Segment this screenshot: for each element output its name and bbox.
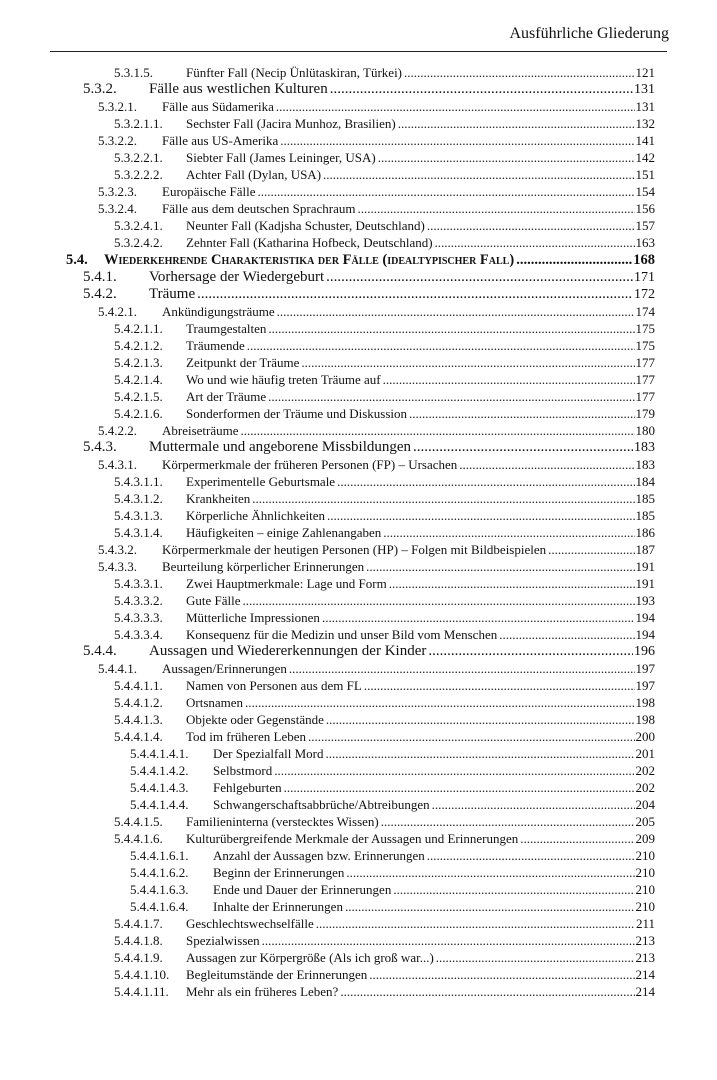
toc-dot-leader [328, 81, 633, 98]
toc-entry-page-number: 191 [635, 576, 655, 591]
toc-entry-title: Fälle aus westlichen Kulturen [149, 81, 328, 97]
toc-entry-number: 5.4.2.1.3. [114, 355, 163, 370]
toc-entry-title: Körpermerkmale der früheren Personen (FP) – Ursachen [162, 457, 458, 472]
toc-entry-title: Aussagen zur Körpergröße (Als ich groß war...) [186, 950, 434, 965]
toc-entry-page-number: 132 [635, 116, 655, 131]
toc-entry-title: Art der Träume [186, 389, 267, 404]
toc-entry-number: 5.4.3.3.1. [114, 576, 163, 591]
toc-entry-number: 5.4.3.1. [98, 457, 137, 472]
toc-entry [66, 64, 655, 81]
toc-dot-leader [425, 217, 635, 234]
toc-entry-title: Schwangerschaftsabbrüche/Abtreibungen [213, 797, 430, 812]
toc-entry-title: Der Spezialfall Mord [213, 746, 324, 761]
toc-entry-page-number: 194 [635, 610, 655, 625]
toc-entry-number: 5.4.3.1.2. [114, 491, 163, 506]
toc-entry-title: Krankheiten [186, 491, 251, 506]
toc-dot-leader [379, 813, 635, 830]
toc-entry-page-number: 171 [634, 270, 655, 285]
toc-dot-leader [195, 286, 633, 303]
toc-entry-page-number: 202 [635, 763, 655, 778]
toc-entry [66, 660, 655, 677]
toc-entry [66, 98, 655, 115]
toc-entry [66, 473, 655, 490]
toc-entry-title: Wo und wie häufig treten Träume auf [186, 372, 381, 387]
toc-entry [66, 609, 655, 626]
toc-dot-leader [426, 643, 633, 660]
toc-entry-title: Muttermale und angeborene Missbildungen [149, 439, 412, 455]
toc-entry-number: 5.4.4.1.6.1. [130, 848, 189, 863]
toc-entry-title: Siebter Fall (James Leininger, USA) [186, 150, 376, 165]
toc-entry-number: 5.3.1.5. [114, 65, 153, 80]
toc-dot-leader [362, 677, 635, 694]
toc-entry [66, 796, 655, 813]
toc-entry-page-number: 214 [635, 984, 655, 999]
toc-dot-leader [381, 524, 634, 541]
toc-entry-number: 5.4.4.1.8. [114, 933, 163, 948]
toc-entry [66, 711, 655, 728]
toc-entry-title: Experimentelle Geburtsmale [186, 474, 336, 489]
toc-dot-leader [320, 609, 635, 626]
toc-entry-number: 5.4.3.1.3. [114, 508, 163, 523]
header-rule [50, 51, 667, 52]
toc-entry [66, 949, 655, 966]
toc-dot-leader [367, 966, 634, 983]
toc-entry-title: Fehlgeburten [213, 780, 282, 795]
toc-entry-title: Aussagen und Wiedererkennungen der Kinder [149, 643, 427, 659]
toc-entry [66, 183, 655, 200]
toc-entry-title: Anzahl der Aussagen bzw. Erinnerungen [213, 848, 425, 863]
toc-dot-leader [278, 132, 634, 149]
toc-entry [66, 813, 655, 830]
toc-entry-title: Sechster Fall (Jacira Munhoz, Brasilien) [186, 116, 396, 131]
toc-entry [66, 643, 655, 660]
toc-entry [66, 898, 655, 915]
toc-entry-title: Aussagen/Erinnerungen [162, 661, 287, 676]
toc-entry-page-number: 183 [635, 457, 655, 472]
toc-entry [66, 728, 655, 745]
toc-entry-title: Sonderformen der Träume und Diskussion [186, 406, 407, 421]
toc-entry-page-number: 205 [635, 814, 655, 829]
toc-entry-page-number: 201 [635, 746, 655, 761]
toc-entry-page-number: 191 [635, 559, 655, 574]
toc-entry-title: Fälle aus dem deutschen Sprachraum [162, 201, 356, 216]
toc-entry-page-number: 177 [635, 355, 655, 370]
toc-entry [66, 405, 655, 422]
toc-entry-title: Wiederkehrende Charakteristika der Fälle (idealtypischer Fall) [104, 252, 515, 268]
toc-entry-title: Beurteilung körperlicher Erinnerungen [162, 559, 365, 574]
toc-entry-title: Namen von Personen aus dem FL [186, 678, 362, 693]
toc-entry-number: 5.4.4.1.4.3. [130, 780, 189, 795]
toc-entry [66, 745, 655, 762]
toc-entry-number: 5.3.2.4.1. [114, 218, 163, 233]
toc-dot-leader [343, 898, 635, 915]
toc-entry [66, 217, 655, 234]
toc-entry-page-number: 183 [634, 440, 655, 455]
toc-entry-title: Mütterliche Impressionen [186, 610, 320, 625]
toc-entry [66, 234, 655, 251]
toc-entry-title: Achter Fall (Dylan, USA) [186, 167, 322, 182]
toc-entry-number: 5.3.2. [83, 81, 117, 97]
toc-dot-leader [364, 558, 634, 575]
toc-entry-title: Konsequenz für die Medizin und unser Bild vom Menschen [186, 627, 498, 642]
toc-dot-leader [241, 592, 635, 609]
toc-entry-page-number: 197 [635, 661, 655, 676]
toc-entry [66, 286, 655, 303]
toc-entry-title: Zwei Hauptmerkmale: Lage und Form [186, 576, 387, 591]
toc-dot-leader [430, 796, 635, 813]
toc-entry [66, 439, 655, 456]
toc-entry [66, 592, 655, 609]
toc-entry [66, 524, 655, 541]
toc-entry-title: Körpermerkmale der heutigen Personen (HP) – Folgen mit Bildbeispielen [162, 542, 547, 557]
toc-entry-title: Gute Fälle [186, 593, 241, 608]
toc-dot-leader [335, 473, 634, 490]
toc-dot-leader [396, 115, 635, 132]
toc-dot-leader [256, 183, 635, 200]
toc-entry [66, 81, 655, 98]
toc-entry-page-number: 179 [635, 406, 655, 421]
toc-dot-leader [287, 660, 635, 677]
toc-entry-page-number: 131 [635, 99, 655, 114]
toc-entry-page-number: 209 [635, 831, 655, 846]
toc-entry [66, 966, 655, 983]
toc-entry-page-number: 200 [635, 729, 655, 744]
table-of-contents [66, 64, 655, 1000]
toc-entry-page-number: 131 [634, 82, 655, 97]
toc-dot-leader [260, 932, 635, 949]
toc-entry [66, 371, 655, 388]
toc-entry [66, 388, 655, 405]
toc-entry-page-number: 194 [635, 627, 655, 642]
toc-entry [66, 422, 655, 439]
toc-entry-number: 5.3.2.3. [98, 184, 137, 199]
toc-entry [66, 677, 655, 694]
toc-entry-page-number: 187 [635, 542, 655, 557]
toc-dot-leader [266, 388, 634, 405]
toc-entry-title: Objekte oder Gegenstände [186, 712, 324, 727]
toc-dot-leader [299, 354, 634, 371]
toc-entry-number: 5.3.2.1.1. [114, 116, 163, 131]
toc-entry-number: 5.4.2.1. [98, 304, 137, 319]
toc-entry-page-number: 175 [635, 338, 655, 353]
toc-entry [66, 575, 655, 592]
toc-entry-title: Zehnter Fall (Katharina Hofbeck, Deutschland) [186, 235, 433, 250]
toc-entry-number: 5.3.2.2. [98, 133, 137, 148]
toc-dot-leader [266, 320, 634, 337]
toc-entry-title: Geschlechtswechselfälle [186, 916, 314, 931]
toc-entry-number: 5.4.1. [83, 269, 117, 285]
toc-entry [66, 983, 655, 1000]
toc-entry-page-number: 185 [635, 508, 655, 523]
toc-dot-leader [546, 541, 634, 558]
toc-entry-page-number: 196 [634, 644, 655, 659]
toc-entry-title: Häufigkeiten – einige Zahlenangaben [186, 525, 382, 540]
toc-entry [66, 915, 655, 932]
toc-entry-number: 5.4.2.1.5. [114, 389, 163, 404]
toc-entry-title: Fälle aus US-Amerika [162, 133, 279, 148]
toc-entry [66, 166, 655, 183]
toc-entry-page-number: 198 [635, 695, 655, 710]
toc-entry-number: 5.4.3.2. [98, 542, 137, 557]
toc-entry-page-number: 210 [635, 899, 655, 914]
toc-entry [66, 541, 655, 558]
toc-dot-leader [356, 200, 635, 217]
toc-dot-leader [497, 626, 634, 643]
toc-entry-page-number: 213 [635, 933, 655, 948]
toc-entry-title: Tod im früheren Leben [186, 729, 307, 744]
toc-entry [66, 490, 655, 507]
toc-entry-page-number: 156 [635, 201, 655, 216]
toc-entry-page-number: 163 [635, 235, 655, 250]
toc-entry-page-number: 121 [635, 65, 655, 80]
toc-entry-number: 5.4.3. [83, 439, 117, 455]
toc-dot-leader [314, 915, 635, 932]
toc-entry-page-number: 142 [635, 150, 655, 165]
toc-entry-number: 5.4.4. [83, 643, 117, 659]
toc-entry-page-number: 184 [635, 474, 655, 489]
toc-dot-leader [321, 166, 634, 183]
toc-entry [66, 864, 655, 881]
toc-entry [66, 149, 655, 166]
toc-entry-number: 5.4.2.2. [98, 423, 137, 438]
toc-dot-leader [518, 830, 634, 847]
toc-entry-number: 5.3.2.4.2. [114, 235, 163, 250]
toc-entry-number: 5.4.4.1.10. [114, 967, 170, 982]
toc-dot-leader [275, 303, 635, 320]
toc-dot-leader [306, 728, 634, 745]
toc-dot-leader [324, 711, 635, 728]
toc-entry [66, 251, 655, 269]
toc-entry-number: 5.4.3.1.4. [114, 525, 163, 540]
toc-dot-leader [250, 490, 634, 507]
toc-entry-number: 5.4.2.1.4. [114, 372, 163, 387]
toc-entry-page-number: 172 [634, 287, 655, 302]
toc-entry-number: 5.4.2.1.2. [114, 338, 163, 353]
toc-dot-leader [376, 149, 635, 166]
toc-entry-title: Traumgestalten [186, 321, 267, 336]
toc-entry-page-number: 168 [633, 252, 655, 268]
toc-entry [66, 558, 655, 575]
toc-dot-leader [245, 337, 635, 354]
toc-entry [66, 932, 655, 949]
toc-dot-leader [338, 983, 634, 1000]
toc-entry [66, 779, 655, 796]
toc-entry [66, 269, 655, 286]
toc-entry [66, 830, 655, 847]
toc-entry-page-number: 175 [635, 321, 655, 336]
toc-dot-leader [324, 269, 633, 286]
toc-entry-number: 5.4.4.1.6.4. [130, 899, 189, 914]
toc-entry-page-number: 202 [635, 780, 655, 795]
toc-entry-number: 5.3.2.2.1. [114, 150, 163, 165]
toc-entry-page-number: 210 [635, 882, 655, 897]
toc-entry-page-number: 177 [635, 389, 655, 404]
toc-entry-page-number: 180 [635, 423, 655, 438]
toc-entry-number: 5.4.4.1.3. [114, 712, 163, 727]
toc-dot-leader [411, 439, 633, 456]
toc-entry-page-number: 198 [635, 712, 655, 727]
toc-dot-leader [407, 405, 635, 422]
toc-entry-page-number: 193 [635, 593, 655, 608]
toc-entry-number: 5.4.3.3.2. [114, 593, 163, 608]
toc-entry-title: Ankündigungsträume [162, 304, 275, 319]
toc-entry [66, 881, 655, 898]
toc-entry-title: Inhalte der Erinnerungen [213, 899, 343, 914]
toc-dot-leader [402, 64, 634, 81]
toc-entry-number: 5.4.2.1.6. [114, 406, 163, 421]
toc-entry-number: 5.3.2.2.2. [114, 167, 163, 182]
toc-entry-number: 5.4.3.3. [98, 559, 137, 574]
toc-entry-page-number: 157 [635, 218, 655, 233]
toc-entry-number: 5.4.4.1.5. [114, 814, 163, 829]
toc-entry [66, 694, 655, 711]
toc-dot-leader [282, 779, 635, 796]
toc-entry-number: 5.3.2.1. [98, 99, 137, 114]
toc-entry-number: 5.4.4.1.7. [114, 916, 163, 931]
toc-entry-number: 5.4.3.1.1. [114, 474, 163, 489]
toc-dot-leader [381, 371, 635, 388]
toc-entry-title: Neunter Fall (Kadjsha Schuster, Deutschland) [186, 218, 425, 233]
toc-entry-number: 5.4.4.1.1. [114, 678, 163, 693]
toc-entry [66, 337, 655, 354]
toc-dot-leader [434, 949, 635, 966]
toc-entry-number: 5.3.2.4. [98, 201, 137, 216]
toc-dot-leader [433, 234, 635, 251]
toc-entry [66, 132, 655, 149]
toc-entry-number: 5.4.4.1.6.2. [130, 865, 189, 880]
toc-entry-number: 5.4.3.3.3. [114, 610, 163, 625]
toc-entry-title: Fünfter Fall (Necip Ünlütaskiran, Türkei) [186, 65, 403, 80]
toc-entry [66, 507, 655, 524]
toc-entry-number: 5.4.2.1.1. [114, 321, 163, 336]
toc-entry-number: 5.4.4.1.4.4. [130, 797, 189, 812]
toc-entry-title: Europäische Fälle [162, 184, 256, 199]
toc-dot-leader [243, 694, 634, 711]
toc-entry-title: Ende und Dauer der Erinnerungen [213, 882, 392, 897]
toc-entry-page-number: 186 [635, 525, 655, 540]
toc-entry-title: Träumende [186, 338, 245, 353]
toc-dot-leader [323, 745, 634, 762]
toc-dot-leader [387, 575, 635, 592]
toc-entry-number: 5.4.4.1.11. [114, 984, 169, 999]
toc-entry-number: 5.4.4.1.9. [114, 950, 163, 965]
toc-entry-page-number: 141 [635, 133, 655, 148]
toc-entry-title: Träume [149, 286, 196, 302]
toc-entry-title: Vorhersage der Wiedergeburt [149, 269, 325, 285]
toc-entry-number: 5.4.4.1.4.2. [130, 763, 189, 778]
toc-entry-page-number: 151 [635, 167, 655, 182]
toc-dot-leader [391, 881, 634, 898]
toc-entry-number: 5.4.3.3.4. [114, 627, 163, 642]
toc-entry-page-number: 174 [635, 304, 655, 319]
toc-entry-title: Begleitumstände der Erinnerungen [186, 967, 368, 982]
toc-entry-title: Mehr als ein früheres Leben? [186, 984, 339, 999]
toc-entry-title: Selbstmord [213, 763, 273, 778]
toc-entry [66, 626, 655, 643]
toc-entry-number: 5.4.4.1.6. [114, 831, 163, 846]
toc-entry-number: 5.4.4.1.2. [114, 695, 163, 710]
toc-entry-page-number: 210 [635, 865, 655, 880]
toc-entry [66, 115, 655, 132]
toc-entry-number: 5.4.4.1.6.3. [130, 882, 189, 897]
toc-entry-title: Fälle aus Südamerika [162, 99, 274, 114]
toc-entry-page-number: 185 [635, 491, 655, 506]
toc-entry-number: 5.4.4.1.4.1. [130, 746, 189, 761]
toc-entry-page-number: 197 [635, 678, 655, 693]
toc-entry-title: Spezialwissen [186, 933, 260, 948]
toc-entry-title: Ortsnamen [186, 695, 244, 710]
toc-dot-leader [457, 456, 634, 473]
toc-entry-title: Körperliche Ähnlichkeiten [186, 508, 325, 523]
toc-entry-title: Beginn der Erinnerungen [213, 865, 345, 880]
toc-entry [66, 303, 655, 320]
toc-entry [66, 762, 655, 779]
toc-entry-title: Familieninterna (verstecktes Wissen) [186, 814, 379, 829]
toc-entry-title: Kulturübergreifende Merkmale der Aussagen und Erinnerungen [186, 831, 519, 846]
toc-entry [66, 847, 655, 864]
toc-entry-title: Zeitpunkt der Träume [186, 355, 300, 370]
toc-dot-leader [425, 847, 635, 864]
toc-entry-page-number: 211 [635, 916, 655, 931]
toc-entry [66, 456, 655, 473]
toc-entry-number: 5.4. [66, 252, 88, 268]
toc-entry-page-number: 214 [635, 967, 655, 982]
toc-entry-title: Abreiseträume [162, 423, 239, 438]
toc-dot-leader [274, 98, 635, 115]
toc-entry-page-number: 204 [635, 797, 655, 812]
toc-dot-leader [239, 422, 635, 439]
running-header: Ausführliche Gliederung [509, 25, 669, 42]
toc-entry-page-number: 177 [635, 372, 655, 387]
toc-entry [66, 320, 655, 337]
toc-entry [66, 200, 655, 217]
toc-entry-page-number: 213 [635, 950, 655, 965]
toc-dot-leader [272, 762, 634, 779]
toc-entry-number: 5.4.4.1. [98, 661, 137, 676]
toc-entry-number: 5.4.2. [83, 286, 117, 302]
toc-entry-number: 5.4.4.1.4. [114, 729, 163, 744]
toc-entry-page-number: 154 [635, 184, 655, 199]
toc-dot-leader [514, 251, 632, 269]
toc-entry-page-number: 210 [635, 848, 655, 863]
toc-dot-leader [344, 864, 634, 881]
toc-entry [66, 354, 655, 371]
toc-dot-leader [325, 507, 635, 524]
